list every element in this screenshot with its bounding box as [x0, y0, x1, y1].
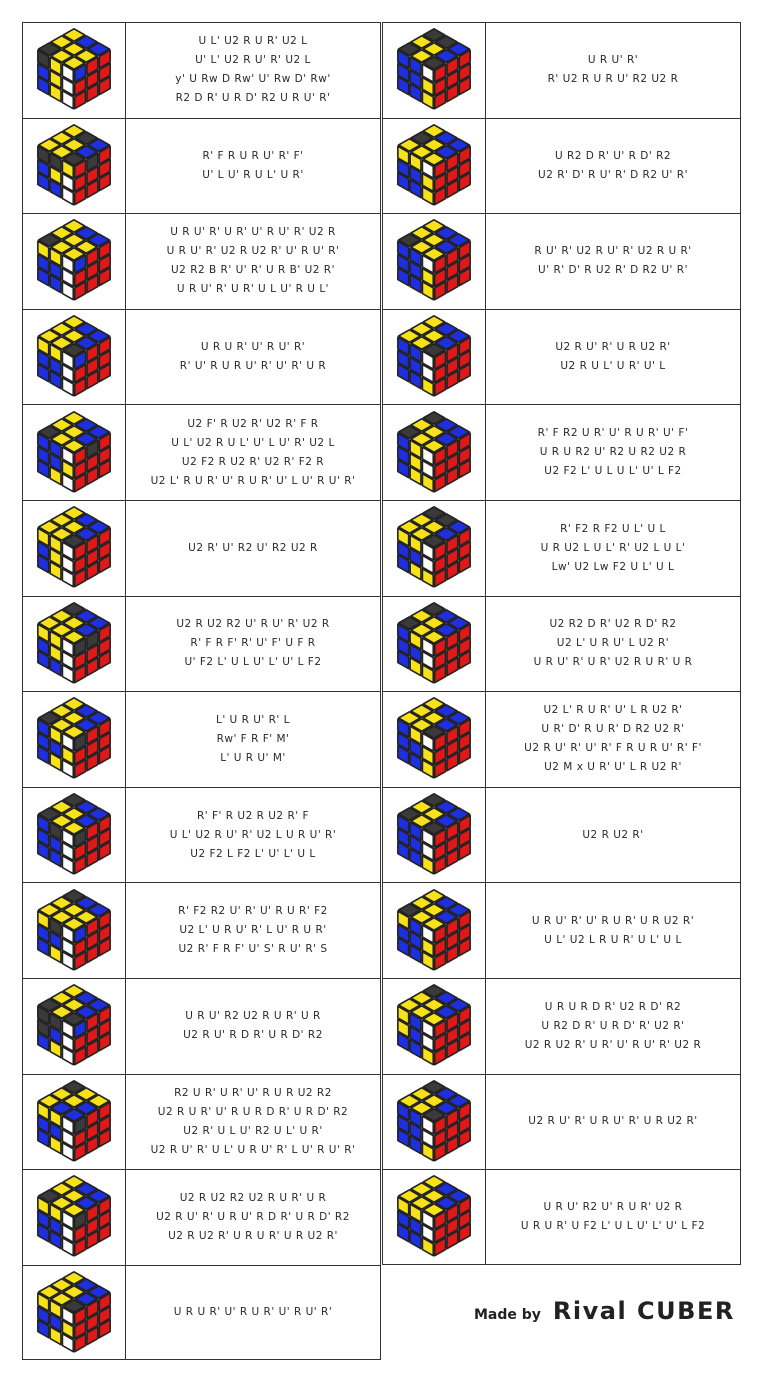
cube-diagram-icon: [394, 314, 474, 400]
algorithm-line: U2 R U L' U R' U' L: [560, 360, 666, 373]
algorithm-cell: [486, 1170, 740, 1264]
case-row: [22, 309, 381, 405]
cube-diagram-icon: [34, 505, 114, 591]
cube-diagram-icon: [34, 1079, 114, 1165]
algorithm-cell: [486, 597, 740, 692]
cube-diagram-icon: [34, 983, 114, 1069]
algorithm-line: U2 R2 D R' U2 R D' R2: [549, 618, 677, 631]
algorithm-line: U2 R U2 R' U R' U' R U' R' U2 R: [524, 1038, 702, 1051]
algorithm-cell: [126, 501, 380, 596]
case-row: [22, 1265, 381, 1361]
cube-diagram-icon: [394, 505, 474, 591]
algorithm-line: U2 M x U R' U' L R U2 R': [544, 761, 682, 774]
case-image-cell: [383, 23, 486, 118]
algorithm-line: U' L U' R U L' U R': [202, 168, 304, 181]
algorithm-line: U2 R U' R' U' R' F R U R U' R' F': [524, 742, 702, 755]
algorithm-line: U2 F2 R U2 R' U2 R' F2 R: [181, 455, 325, 468]
case-image-cell: [23, 119, 126, 214]
algorithm-cell: [126, 1266, 380, 1360]
case-image-cell: [383, 979, 486, 1074]
algorithm-line: U R U R' U F2 L' U L U' L' U' L F2: [520, 1219, 706, 1232]
credit: [474, 1297, 735, 1325]
algorithm-line: U2 R U2 R': [582, 828, 644, 841]
case-image-cell: [23, 692, 126, 787]
cube-diagram-icon: [394, 696, 474, 782]
algorithm-line: U2 R2 B R' U' R' U R B' U2 R': [171, 264, 335, 277]
algorithm-line: U2 F2 L F2 L' U' L' U L: [190, 847, 316, 860]
case-row: [382, 882, 741, 978]
cube-diagram-icon: [394, 983, 474, 1069]
algorithm-cell: [486, 979, 740, 1074]
algorithm-line: U R U' R2 U' R U R' U2 R: [543, 1200, 683, 1213]
algorithm-line: Rw' F R F' M': [216, 732, 290, 745]
cube-diagram-icon: [34, 696, 114, 782]
algorithm-cell: [486, 501, 740, 596]
algorithm-line: R' F2 R F2 U L' U L: [560, 522, 666, 535]
algorithm-cell: [126, 979, 380, 1074]
case-row: [22, 1074, 381, 1170]
algorithm-line: U R U R D R' U2 R D' R2: [544, 1000, 682, 1013]
cube-diagram-icon: [394, 601, 474, 687]
case-image-cell: [383, 501, 486, 596]
algorithm-line: U R U' R' U R' U' R U' R' U2 R: [170, 226, 336, 239]
case-image-cell: [23, 883, 126, 978]
case-row: [382, 118, 741, 214]
case-image-cell: [23, 214, 126, 309]
algorithm-line: U2 R U' R' U L' U R U' R' L U' R U' R': [150, 1143, 356, 1156]
algorithm-line: U' F2 L' U L U' L' U' L F2: [184, 656, 322, 669]
case-image-cell: [23, 1170, 126, 1265]
case-image-cell: [383, 883, 486, 978]
cube-diagram-icon: [34, 314, 114, 400]
algorithm-line: R' F2 R2 U' R' U' R U R' F2: [178, 905, 328, 918]
cube-diagram-icon: [34, 410, 114, 496]
case-row: [22, 213, 381, 309]
algorithm-line: R U' R' U2 R U' R' U2 R U R': [534, 245, 692, 258]
algorithm-line: U2 R U2 R2 U' R U' R' U2 R: [176, 618, 330, 631]
algorithm-line: U R U' R' U R' U L U' R U L': [176, 283, 330, 296]
case-row: [382, 1074, 741, 1170]
algorithm-line: U2 L' U R U' L U2 R': [556, 637, 670, 650]
algorithm-line: U R U' R' U R' U2 R U R' U R: [533, 656, 693, 669]
cube-diagram-icon: [394, 410, 474, 496]
cube-diagram-icon: [394, 1079, 474, 1165]
case-row: [382, 22, 741, 118]
case-image-cell: [23, 979, 126, 1074]
algorithm-line: U2 L' R U R' U' L R U2 R': [543, 704, 683, 717]
algorithm-cell: [486, 310, 740, 405]
algorithm-line: U R U' R2 U2 R U R' U R: [185, 1010, 321, 1023]
algorithm-cell: [126, 23, 380, 118]
case-image-cell: [23, 788, 126, 883]
case-row: [382, 309, 741, 405]
cube-diagram-icon: [394, 888, 474, 974]
cube-diagram-icon: [34, 792, 114, 878]
cube-diagram-icon: [34, 27, 114, 113]
case-row: [22, 596, 381, 692]
case-row: [22, 978, 381, 1074]
left-column: [22, 22, 381, 1360]
cube-diagram-icon: [394, 1174, 474, 1260]
algorithm-cell: [486, 119, 740, 214]
case-image-cell: [23, 405, 126, 500]
algorithm-line: U R U R' U' R U R' U' R U' R': [173, 1306, 333, 1319]
cube-diagram-icon: [394, 792, 474, 878]
cube-diagram-icon: [394, 218, 474, 304]
algorithm-line: R' U2 R U R U' R2 U2 R: [547, 73, 679, 86]
algorithm-line: U R U R2 U' R2 U R2 U2 R: [539, 446, 687, 459]
case-row: [382, 691, 741, 787]
algorithm-cell: [126, 1170, 380, 1265]
algorithm-line: U2 F' R U2 R' U2 R' F R: [187, 417, 319, 430]
algorithm-cell: [126, 214, 380, 309]
case-row: [382, 787, 741, 883]
algorithm-line: U2 R U' R' U R U' R D R' U R D' R2: [156, 1210, 350, 1223]
algorithm-cell: [126, 692, 380, 787]
algorithm-line: U2 R U2 R' U R U R' U R U2 R': [168, 1229, 338, 1242]
algorithm-cell: [126, 883, 380, 978]
algorithm-line: U2 R U2 R2 U2 R U R' U R: [179, 1191, 327, 1204]
cube-diagram-icon: [34, 1270, 114, 1356]
case-row: [22, 22, 381, 118]
algorithm-line: R' U' R U R U' R' U' R' U R: [179, 360, 327, 373]
algorithm-line: U R2 D R' U R D' R' U2 R': [541, 1019, 685, 1032]
case-image-cell: [383, 310, 486, 405]
cube-diagram-icon: [34, 601, 114, 687]
case-image-cell: [383, 214, 486, 309]
algorithm-line: U L' U2 R U R' U2 L: [198, 35, 308, 48]
algorithm-line: U2 R' U L U' R2 U L' U R': [183, 1124, 323, 1137]
algorithm-line: R2 U R' U R' U' R U R U2 R2: [174, 1086, 332, 1099]
algorithm-line: U2 R U' R' U R U2 R': [555, 341, 671, 354]
algorithm-line: U L' U2 L R U R' U L' U L: [544, 933, 682, 946]
algorithm-cell: [126, 119, 380, 214]
algorithm-cell: [486, 788, 740, 883]
credit-made-by: Made by: [474, 1307, 541, 1323]
algorithm-line: U L' U2 R U L' U' L U' R' U2 L: [171, 436, 335, 449]
algorithm-line: y' U Rw D Rw' U' Rw D' Rw': [175, 73, 331, 86]
case-row: [382, 978, 741, 1074]
algorithm-line: L' U R U' R' L: [215, 713, 290, 726]
algorithm-line: L' U R U' M': [220, 751, 286, 764]
case-row: [382, 596, 741, 692]
case-image-cell: [383, 119, 486, 214]
algorithm-cell: [126, 310, 380, 405]
algorithm-cell: [126, 788, 380, 883]
cube-diagram-icon: [34, 1174, 114, 1260]
algorithm-line: R' F' R U2 R U2 R' F: [196, 809, 310, 822]
algorithm-cell: [486, 405, 740, 500]
case-image-cell: [383, 1075, 486, 1170]
algorithm-line: U2 R U' R D R' U R D' R2: [183, 1029, 323, 1042]
algorithm-line: U R U' R': [587, 54, 639, 67]
right-column: [382, 22, 741, 1265]
case-image-cell: [383, 788, 486, 883]
case-image-cell: [383, 597, 486, 692]
algorithm-cell: [486, 883, 740, 978]
algorithm-cell: [126, 1075, 380, 1170]
algorithm-line: U L' U2 R U' R' U2 L U R U' R': [169, 828, 337, 841]
algorithm-line: U R U R' U' R U' R': [200, 341, 306, 354]
algorithm-line: U R2 D R' U' R D' R2: [554, 149, 672, 162]
case-row: [382, 1169, 741, 1265]
case-image-cell: [383, 692, 486, 787]
case-row: [22, 1169, 381, 1265]
algorithm-cell: [126, 405, 380, 500]
case-row: [22, 691, 381, 787]
algorithm-line: U2 F2 L' U L U L' U' L F2: [544, 465, 682, 478]
case-image-cell: [383, 405, 486, 500]
case-image-cell: [23, 1075, 126, 1170]
cube-diagram-icon: [34, 218, 114, 304]
algorithm-line: U2 R U' R' U R U' R' U R U2 R': [528, 1115, 698, 1128]
algorithm-line: U R U2 L U L' R' U2 L U L': [540, 541, 686, 554]
algorithm-line: U2 R' F R F' U' S' R U' R' S: [178, 943, 328, 956]
credit-author-name: Rival CUBER: [552, 1297, 735, 1325]
algorithm-cell: [486, 214, 740, 309]
case-row: [22, 500, 381, 596]
cube-diagram-icon: [34, 123, 114, 209]
algorithm-cell: [486, 692, 740, 787]
case-row: [382, 404, 741, 500]
cube-diagram-icon: [34, 888, 114, 974]
case-row: [22, 882, 381, 978]
algorithm-line: U R U' R' U' R U R' U R U2 R': [531, 914, 695, 927]
algorithm-line: U2 L' R U R' U' R U R' U' L U' R U' R': [150, 474, 356, 487]
cube-diagram-icon: [394, 27, 474, 113]
case-image-cell: [23, 501, 126, 596]
case-row: [22, 787, 381, 883]
algorithm-line: U2 R' U' R2 U' R2 U2 R: [188, 541, 318, 554]
algorithm-line: U2 L' U R U' R' L U' R U R': [179, 924, 327, 937]
algorithm-line: U2 R' D' R U' R' D R2 U' R': [538, 168, 688, 181]
case-row: [382, 213, 741, 309]
algorithm-line: R' F R F' R' U' F' U F R: [190, 637, 316, 650]
case-image-cell: [23, 1266, 126, 1360]
algorithm-line: U R' D' R U R' D R2 U2 R': [541, 723, 685, 736]
algorithm-line: U' L' U2 R U' R' U2 L: [195, 54, 311, 67]
algorithm-line: R2 D R' U R D' R2 U R U' R': [175, 92, 331, 105]
algorithm-line: U' R' D' R U2 R' D R2 U' R': [538, 264, 688, 277]
algorithm-cell: [486, 23, 740, 118]
case-image-cell: [23, 310, 126, 405]
algorithm-cell: [126, 597, 380, 692]
case-row: [22, 118, 381, 214]
cube-diagram-icon: [394, 123, 474, 209]
algorithm-line: R' F R U R U' R' F': [202, 149, 304, 162]
case-row: [382, 500, 741, 596]
case-image-cell: [383, 1170, 486, 1264]
case-image-cell: [23, 23, 126, 118]
algorithm-line: R' F R2 U R' U' R U R' U' F': [537, 427, 689, 440]
algorithm-line: U R U' R' U2 R U2 R' U' R U' R': [166, 245, 340, 258]
algorithm-line: U2 R U R' U' R U R D R' U R D' R2: [157, 1105, 349, 1118]
algorithm-line: Lw' U2 Lw F2 U L' U L: [551, 560, 675, 573]
algorithm-cell: [486, 1075, 740, 1170]
case-image-cell: [23, 597, 126, 692]
case-row: [22, 404, 381, 500]
